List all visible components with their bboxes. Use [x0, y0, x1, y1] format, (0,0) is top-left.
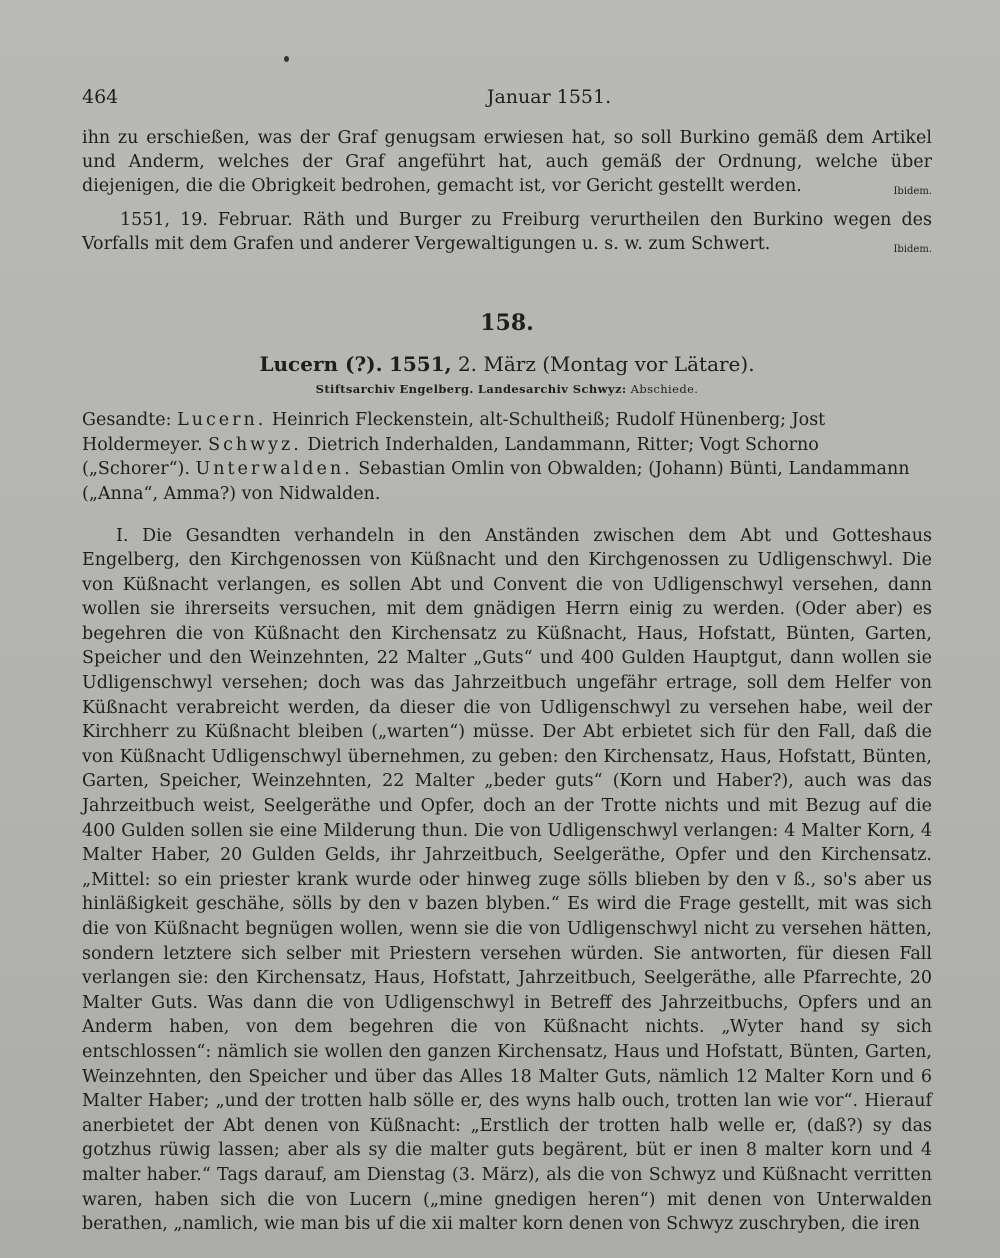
archive-schwyz: Landesarchiv Schwyz:	[477, 382, 627, 396]
source-note-2: Ibidem.	[893, 244, 932, 255]
envoys-lucern-text: Heinrich Fleckenstein, alt-Schultheiß; Rudolf Hünenberg; Jost Holdermeyer.	[82, 410, 826, 455]
envoys-schwyz-text: Dietrich Inderhalden, Landammann, Ritter; Vogt Schorno („Schorer“).	[82, 434, 819, 479]
running-head: Januar 1551.	[486, 86, 612, 108]
page-body	[82, 126, 932, 1254]
envoys-schwyz-label: Schwyz.	[208, 434, 302, 455]
title-date: 2. März (Montag vor Lätare).	[457, 352, 755, 376]
envoys-unterwalden-text: Sebastian Omlin von Obwalden; (Johann) Bünti, Landammann („Anna“, Amma?) von Nidwalden.	[82, 459, 910, 504]
envoys-paragraph	[82, 408, 932, 506]
entry-1551-02-19	[82, 208, 932, 256]
ink-speck	[284, 56, 289, 62]
envoys-label: Gesandte:	[82, 410, 172, 430]
page-number: 464	[82, 86, 119, 108]
archive-abschiede: Abschiede.	[630, 382, 699, 396]
archive-engelberg: Stiftsarchiv Engelberg.	[315, 382, 474, 396]
title-place: Lucern (?).	[259, 352, 383, 376]
main-paragraph: I. Die Gesandten verhandeln in den Anständen zwischen dem Abt und Gotteshaus Engelberg, den Kirchgenossen von Küßnacht und den Kirchgenossen zu Udligenschwyl. Die von Küßnacht verlangen, es sollen Abt und Convent die von Udligenschwyl versehen, dann wollen sie ihrerseits versuchen, mit dem gnädigen Herrn einig zu werden. (Oder aber) es begehren die von Küßnacht den Kirchensatz zu Küßnacht, Haus, Hofstatt, Bünten, Garten, Speicher und den Weinzehnten, 22 Malter „Guts“ und 400 Gulden Hauptgut, dann wollen sie Udligenschwyl versehen; doch was das Jahrzeitbuch ungefähr ertrage, soll dem Helfer von Küßnacht verabreicht werden, da dieser die von Udligenschwyl zu versehen habe, weil der Kirchherr zu Küßnacht bleiben („warten“) müsse. Der Abt erbietet sich für den Fall, daß die von Küßnacht Udligenschwyl übernehmen, zu geben: den Kirchensatz, Haus, Hofstatt, Bünten, Garten, Speicher, Weinzehnten, 22 Malter „beder guts“ (Korn und Haber?), auch was das Jahrzeitbuch weist, Seelgeräthe und Opfer, doch an der Trotte nichts und mit Bezug auf die 400 Gulden sollen sie eine Milderung thun. Die von Udligenschwyl verlangen: 4 Malter Korn, 4 Malter Haber, 20 Gulden Gelds, ihr Jahrzeitbuch, Seelgeräthe, Opfer und den Kirchensatz. „Mittel: so ein priester krank wurde oder hinweg zuge sölls blieben by den v ß., so's aber us hinläßigkeit geschähe, sölls by den v bazen blyben.“ Es wird die Frage gestellt, mit was sich die von Küßnacht begnügen wollen, wenn sie die von Udligenschwyl nicht zu versehen hätten, sondern letztere sich selber mit Priestern versehen würden. Sie antworten, für diesen Fall verlangen sie: den Kirchensatz, Haus, Hofstatt, Jahrzeitbuch, Seelgeräthe, alle Pfarrechte, 20 Malter Guts. Was dann die von Udligenschwyl in Betreff des Jahrzeitbuchs, Opfers und an Anderm haben, von dem begehren die von Küßnacht nichts. „Wyter hand sy sich entschlossen“: nämlich sie wollen den ganzen Kirchensatz, Haus und Hofstatt, Bünten, Garten, Weinzehnten, den Speicher und über das Alles 18 Malter Guts, nämlich 12 Malter Korn und 6 Malter Haber; „und der trotten halb sölle er, des wyns halb ouch, trotten lan wie vor“. Hierauf anerbietet der Abt denen von Küßnacht: „Erstlich der trotten halb welle er, (daß?) sy das gotzhus rüwig lassen; aber als sy die malter guts begärent, büt er inen 8 malter korn und 4 malter haber.“ Tags darauf, am Dienstag (3. März), als die von Schwyz und Küßnacht verritten waren, haben sich die von Lucern („mine gnedigen heren“) mit denen von Unterwalden berathen, „namlich, wie man bis uf die xii malter korn denen von Schwyz zuschryben, die iren	[82, 525, 932, 1235]
document-title	[82, 352, 932, 376]
document-number: 158.	[480, 310, 534, 336]
envoys-lucern-label: Lucern.	[177, 410, 267, 430]
title-year: 1551,	[388, 352, 452, 376]
entry-text: 1551, 19. Februar. Räth und Burger zu Freiburg verurtheilen den Burkino wegen des Vorfalls mit dem Grafen und anderer Vergewaltigungen u. s. w. zum Schwert.	[82, 210, 932, 254]
page-header	[82, 86, 932, 116]
archive-references	[82, 382, 932, 396]
continuation-text: ihn zu erschießen, was der Graf genugsam erwiesen hat, so soll Burkino gemäß dem Artikel und Anderm, welches der Graf angeführt hat, auch gemäß der Ordnung, welche über diejenigen, die die Obrigkeit bedrohen, gemacht ist, vor Gericht gestellt werden.	[82, 128, 932, 196]
continuation-paragraph	[82, 126, 932, 198]
envoys-unterwalden-label: Unterwalden.	[195, 459, 353, 479]
source-note: Ibidem.	[893, 186, 932, 197]
